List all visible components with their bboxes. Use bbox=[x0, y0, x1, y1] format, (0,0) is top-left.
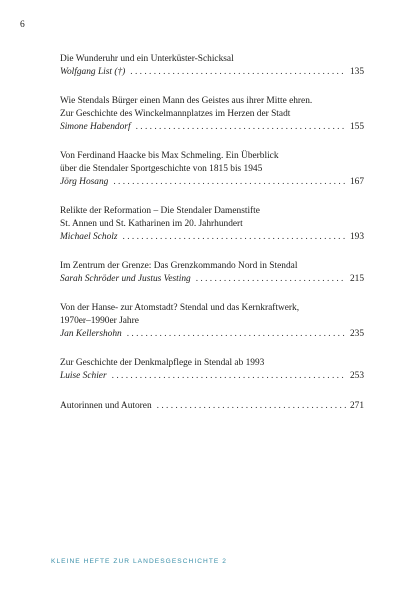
toc-entry bbox=[60, 95, 364, 133]
series-footer: KLEINE HEFTE ZUR LANDESGESCHICHTE 2 bbox=[51, 558, 227, 565]
toc-entry-title: Im Zentrum der Grenze: Das Grenzkommando Nord in Stendal bbox=[60, 261, 298, 272]
leader-dots bbox=[113, 176, 346, 189]
toc-entry-title: Relikte der Reformation – Die Stendaler Damenstifte bbox=[60, 206, 260, 217]
toc-entry-title: Von Ferdinand Haacke bis Max Schmeling. Ein Überblick bbox=[60, 151, 279, 162]
leader-dots bbox=[130, 66, 346, 79]
toc-entry bbox=[60, 53, 364, 79]
toc-entry-title: Autorinnen und Autoren bbox=[60, 400, 152, 411]
page-number: 6 bbox=[20, 20, 25, 30]
toc-entry-author: Luise Schier bbox=[60, 371, 107, 382]
toc-entry-author: Sarah Schröder und Justus Vesting bbox=[60, 273, 191, 284]
toc-entry-title: über die Stendaler Sportgeschichte von 1815 bis 1945 bbox=[60, 163, 263, 174]
toc-entry-author: Wolfgang List (†) bbox=[60, 66, 126, 77]
toc-entry-title: St. Annen und St. Katharinen im 20. Jahrhundert bbox=[60, 218, 243, 229]
leader-dots bbox=[112, 370, 346, 383]
toc-entry bbox=[60, 400, 364, 413]
toc-entry-title: Die Wunderuhr und ein Unterküster-Schicksal bbox=[60, 54, 234, 64]
toc-entry-page: 155 bbox=[349, 121, 364, 132]
toc-entry-author: Jörg Hosang bbox=[60, 176, 109, 187]
toc-entry-author: Michael Scholz bbox=[60, 231, 118, 242]
leader-dots bbox=[123, 231, 346, 244]
toc-entry-title: Zur Geschichte des Winckelmannplatzes im Herzen der Stadt bbox=[60, 108, 291, 119]
toc-entry-title: Wie Stendals Bürger einen Mann des Geistes aus ihrer Mitte ehren. bbox=[60, 96, 313, 107]
toc-entry-author: Jan Kellershohn bbox=[60, 328, 122, 339]
toc-entry bbox=[60, 150, 364, 188]
toc-entry-page: 253 bbox=[349, 371, 364, 382]
leader-dots bbox=[157, 400, 346, 413]
toc-entry-page: 193 bbox=[349, 231, 364, 242]
leader-dots bbox=[127, 328, 346, 341]
toc-entry-page: 167 bbox=[349, 176, 364, 187]
toc-entry bbox=[60, 302, 364, 340]
toc-entry-title: Von der Hanse- zur Atomstadt? Stendal und das Kernkraftwerk, bbox=[60, 303, 300, 314]
toc-entry-title: 1970er–1990er Jahre bbox=[60, 316, 139, 327]
toc-entry-author: Simone Habendorf bbox=[60, 121, 131, 132]
toc-entry-page: 135 bbox=[349, 66, 364, 77]
toc-entry-page: 271 bbox=[349, 400, 364, 411]
leader-dots bbox=[136, 121, 346, 134]
toc-entry bbox=[60, 260, 364, 286]
toc-entry-title: Zur Geschichte der Denkmalpflege in Stendal ab 1993 bbox=[60, 358, 265, 369]
toc-entry-page: 215 bbox=[349, 273, 364, 284]
leader-dots bbox=[196, 273, 346, 286]
toc-entry bbox=[60, 205, 364, 243]
toc-entry-page: 235 bbox=[349, 328, 364, 339]
table-of-contents bbox=[60, 53, 364, 429]
toc-entry bbox=[60, 357, 364, 383]
